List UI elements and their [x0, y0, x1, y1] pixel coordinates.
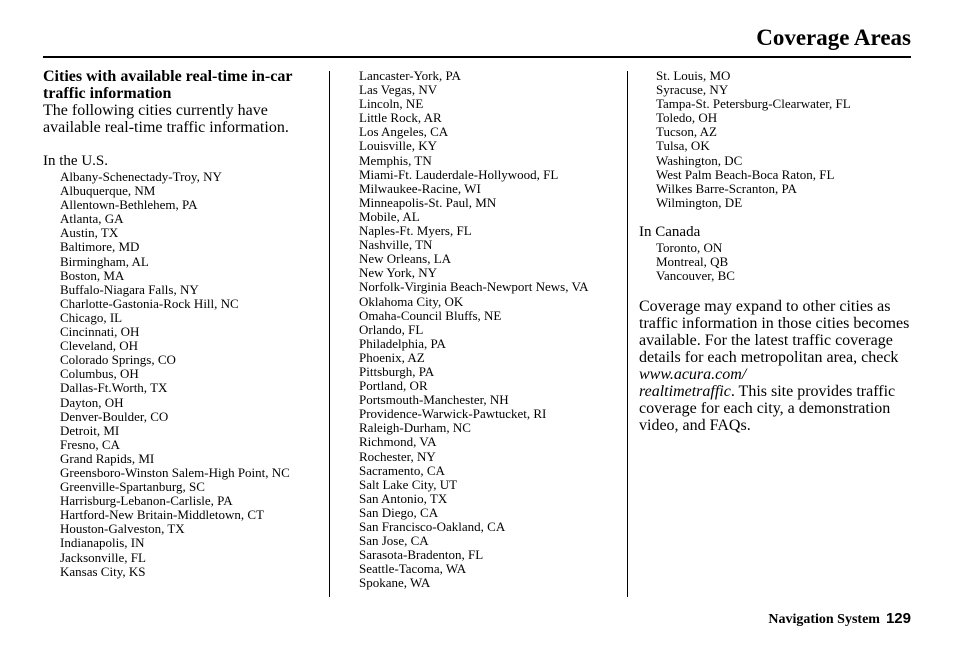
city-item: Greenville-Spartanburg, SC	[60, 479, 205, 495]
city-item: San Jose, CA	[359, 533, 429, 549]
city-item: Chicago, IL	[60, 309, 123, 325]
city-item: Omaha-Council Bluffs, NE	[359, 307, 502, 323]
footer-label: Navigation System	[768, 612, 880, 627]
expansion-text-after: . This site provides traffic coverage for each city, a demonstration video, and FAQs.	[639, 383, 896, 435]
city-item: Sarasota-Bradenton, FL	[359, 547, 484, 563]
city-item: Portsmouth-Manchester, NH	[359, 392, 509, 408]
city-item: Milwaukee-Racine, WI	[359, 180, 481, 196]
city-item: Norfolk-Virginia Beach-Newport News, VA	[359, 279, 589, 295]
city-item: Allentown-Bethlehem, PA	[60, 197, 198, 213]
city-item: Kansas City, KS	[60, 563, 146, 579]
city-item: Louisville, KY	[359, 138, 437, 154]
city-item: Greensboro-Winston Salem-High Point, NC	[60, 464, 290, 480]
city-item: West Palm Beach-Boca Raton, FL	[656, 166, 835, 182]
column-divider-1	[329, 71, 330, 597]
city-item: Houston-Galveston, TX	[60, 521, 185, 537]
column-2	[359, 69, 619, 590]
city-item: Baltimore, MD	[60, 239, 140, 255]
city-item: Buffalo-Niagara Falls, NY	[60, 281, 199, 297]
city-item: Washington, DC	[656, 152, 743, 168]
city-item: Pittsburgh, PA	[359, 363, 435, 379]
city-item: Vancouver, BC	[656, 268, 735, 284]
city-item: Grand Rapids, MI	[60, 450, 155, 466]
city-item: Mobile, AL	[359, 208, 420, 224]
city-item: Tulsa, OK	[656, 138, 710, 154]
city-item: St. Louis, MO	[656, 68, 731, 83]
city-item: Lincoln, NE	[359, 96, 424, 112]
us-label: In the U.S.	[43, 153, 108, 169]
city-item: San Diego, CA	[359, 504, 439, 520]
city-item: Tampa-St. Petersburg-Clearwater, FL	[656, 96, 851, 112]
city-item: Albuquerque, NM	[60, 183, 156, 199]
city-item: Toronto, ON	[656, 239, 723, 255]
city-item: Lancaster-York, PA	[359, 68, 461, 83]
city-item: Syracuse, NY	[656, 82, 729, 98]
canada-city-list	[639, 241, 911, 283]
city-item: Fresno, CA	[60, 436, 120, 452]
city-item: Portland, OR	[359, 378, 428, 394]
city-item: Austin, TX	[60, 225, 119, 241]
city-item: Orlando, FL	[359, 321, 424, 337]
coverage-expansion-text	[639, 298, 911, 434]
city-item: Tucson, AZ	[656, 124, 717, 140]
city-item: Minneapolis-St. Paul, MN	[359, 194, 497, 210]
city-item: Providence-Warwick-Pawtucket, RI	[359, 406, 547, 422]
city-item: Oklahoma City, OK	[359, 293, 464, 309]
city-item: Toledo, OH	[656, 110, 718, 126]
city-item: New York, NY	[359, 265, 438, 281]
city-item: Birmingham, AL	[60, 253, 149, 269]
city-item: Nashville, TN	[359, 237, 433, 253]
city-item: Boston, MA	[60, 267, 125, 283]
title-divider	[43, 56, 911, 58]
city-item: Rochester, NY	[359, 448, 436, 464]
city-item: Harrisburg-Lebanon-Carlisle, PA	[60, 493, 233, 509]
city-item: Atlanta, GA	[60, 211, 124, 227]
city-item: Richmond, VA	[359, 434, 437, 450]
city-item: Salt Lake City, UT	[359, 476, 458, 492]
column-divider-2	[627, 71, 628, 597]
us-city-list-part-3	[639, 69, 911, 210]
section-heading: Cities with available real-time in-car traffic information	[43, 68, 293, 102]
city-item: Jacksonville, FL	[60, 549, 146, 565]
city-item: New Orleans, LA	[359, 251, 452, 267]
city-item: Seattle-Tacoma, WA	[359, 561, 467, 577]
city-item: Denver-Boulder, CO	[60, 408, 169, 424]
city-item: Cleveland, OH	[60, 338, 138, 354]
us-city-list-part-2	[359, 69, 619, 590]
city-item: Miami-Ft. Lauderdale-Hollywood, FL	[359, 166, 559, 182]
page-footer	[768, 610, 911, 629]
city-item: San Antonio, TX	[359, 490, 448, 506]
city-item: Little Rock, AR	[359, 110, 442, 126]
city-item: Montreal, QB	[656, 254, 729, 270]
city-item: Cincinnati, OH	[60, 324, 140, 340]
city-item: Detroit, MI	[60, 422, 120, 438]
intro-text: The following cities currently have available real-time traffic information.	[43, 102, 289, 136]
city-item: Raleigh-Durham, NC	[359, 420, 471, 436]
city-item: Albany-Schenectady-Troy, NY	[60, 169, 222, 184]
city-item: Phoenix, AZ	[359, 349, 425, 365]
city-item: Spokane, WA	[359, 575, 431, 591]
column-3	[639, 69, 911, 434]
city-item: Wilmington, DE	[656, 194, 743, 210]
page-title: Coverage Areas	[756, 25, 911, 50]
expansion-text-before: Coverage may expand to other cities as traffic information in those cities becomes available. For the latest traffic coverage details for each metropolitan area, check	[639, 298, 910, 367]
city-item: Naples-Ft. Myers, FL	[359, 223, 472, 239]
city-item: Wilkes Barre-Scranton, PA	[656, 180, 797, 196]
city-item: Sacramento, CA	[359, 462, 445, 478]
city-item: Memphis, TN	[359, 152, 432, 168]
canada-label: In Canada	[639, 223, 701, 240]
city-item: Hartford-New Britain-Middletown, CT	[60, 507, 264, 523]
city-item: Charlotte-Gastonia-Rock Hill, NC	[60, 295, 239, 311]
website-link[interactable]: www.acura.com/ realtimetraffic	[639, 366, 747, 401]
column-1	[43, 68, 313, 579]
city-item: San Francisco-Oakland, CA	[359, 519, 506, 534]
city-item: Colorado Springs, CO	[60, 352, 176, 368]
city-item: Philadelphia, PA	[359, 335, 446, 351]
city-item: Las Vegas, NV	[359, 82, 438, 98]
city-item: Indianapolis, IN	[60, 535, 145, 551]
city-item: Columbus, OH	[60, 366, 139, 382]
city-item: Dallas-Ft.Worth, TX	[60, 380, 168, 396]
page-number: 129	[885, 610, 911, 627]
city-item: Dayton, OH	[60, 394, 124, 410]
us-city-list-part-1	[43, 170, 313, 579]
city-item: Los Angeles, CA	[359, 124, 449, 140]
